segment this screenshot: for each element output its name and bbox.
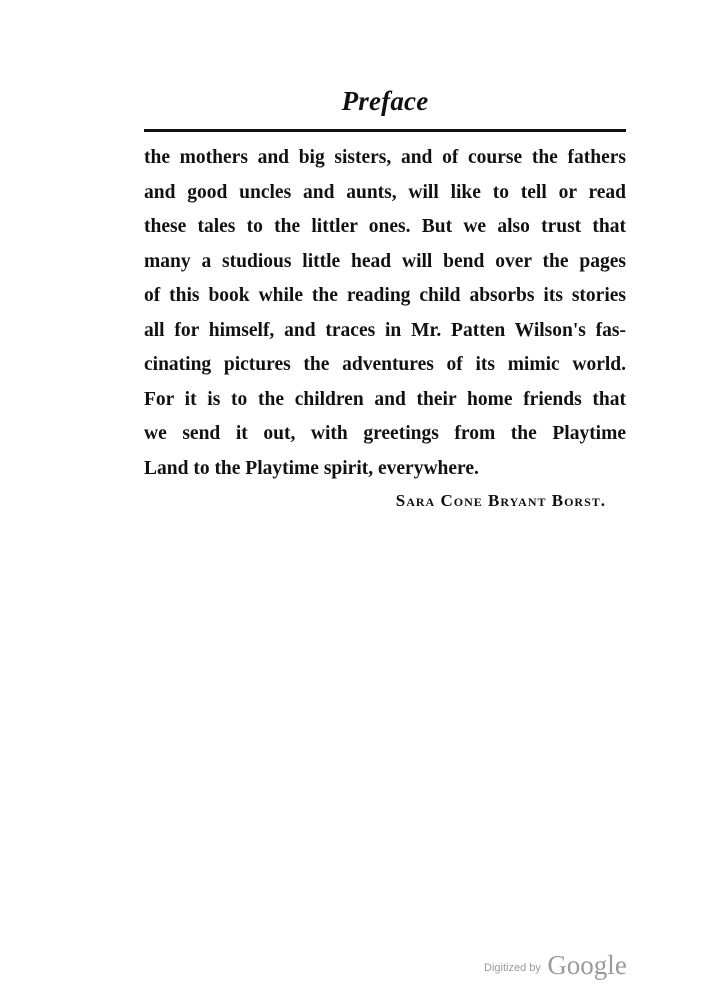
watermark-prefix: Digitized by — [484, 962, 541, 974]
google-logo: Google — [547, 950, 627, 980]
running-head: Preface — [341, 86, 429, 116]
text-line: cinating pictures the adventures of its mimic world. — [144, 354, 626, 375]
text-line: the mothers and big sisters, and of course the fathers — [144, 147, 626, 168]
text-line: we send it out, with greetings from the Playtime — [144, 423, 626, 444]
author-signature: Sara Cone Bryant Borst. — [395, 491, 606, 510]
text-line: these tales to the littler ones. But we also trust that — [144, 216, 626, 237]
preface-text — [144, 141, 626, 486]
text-line: For it is to the children and their home friends that — [144, 388, 626, 410]
text-line: of this book while the reading child absorbs its stories — [144, 285, 626, 306]
text-line: Land to the Playtime spirit, everywhere. — [144, 457, 479, 479]
digitized-watermark — [484, 950, 627, 981]
header-rule — [144, 129, 626, 132]
text-line: all for himself, and traces in Mr. Patten Wilson's fas- — [144, 319, 626, 341]
text-line: and good uncles and aunts, will like to tell or read — [144, 181, 626, 203]
text-line: many a studious little head will bend over the pages — [144, 250, 626, 272]
